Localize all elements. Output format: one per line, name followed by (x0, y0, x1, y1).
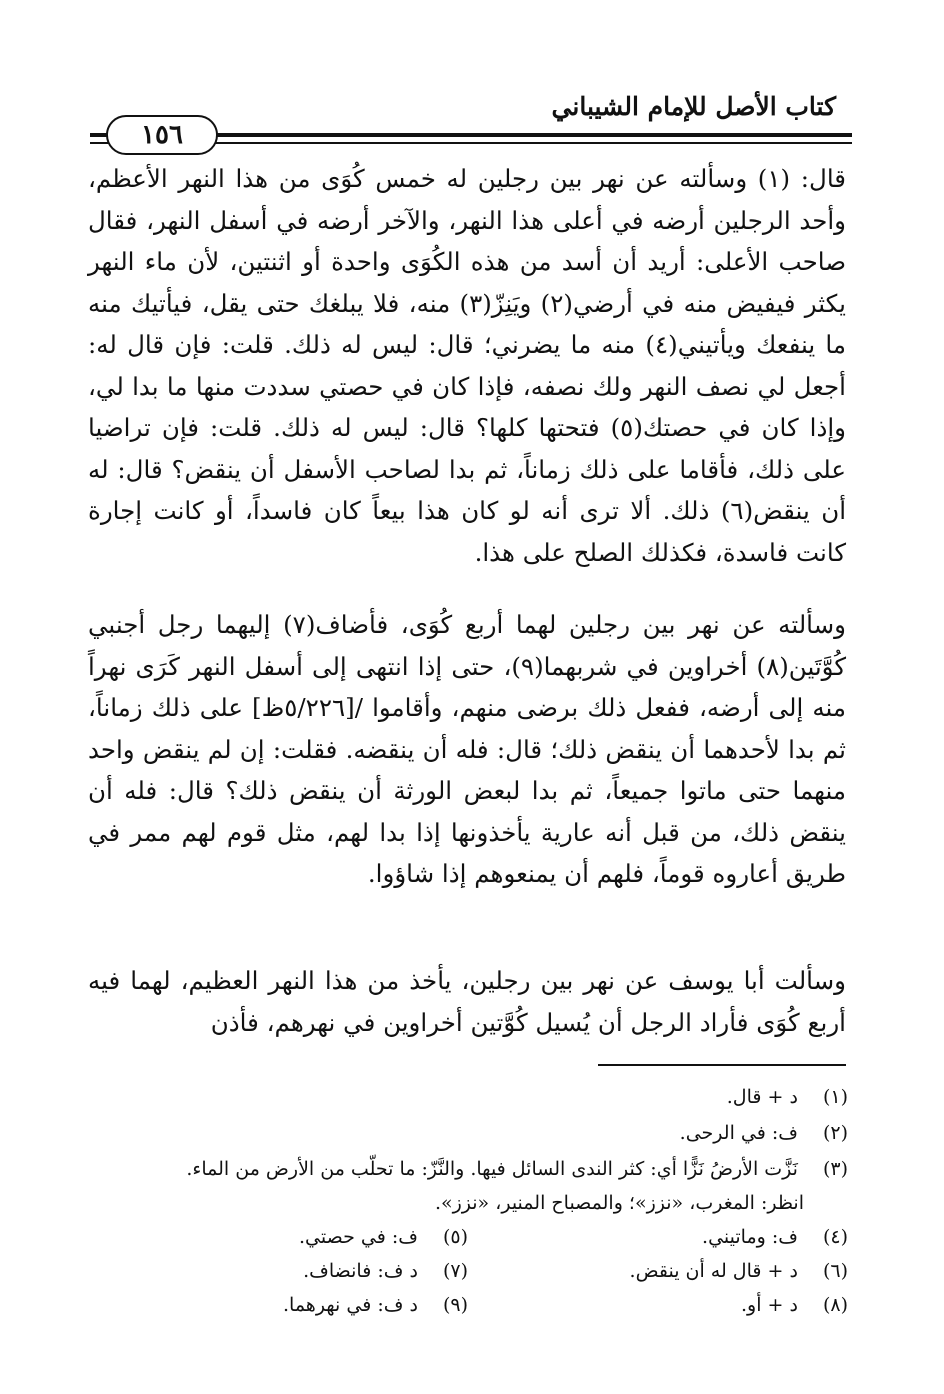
footnote-number: (٦) (822, 1260, 848, 1282)
footnote-text: د ف: في نهرهما. (282, 1294, 418, 1316)
footnote-number: (٤) (822, 1226, 848, 1248)
footnote-5 (299, 1224, 468, 1250)
footnote-7 (303, 1258, 468, 1284)
footnote-text: د + أو. (740, 1294, 798, 1316)
footnote-text: ف: في حصتي. (299, 1226, 418, 1248)
footnote-1 (727, 1084, 848, 1110)
footnote-9 (283, 1292, 468, 1318)
footnote-number: (٣) (822, 1158, 848, 1180)
running-header-title: كتاب الأصل للإمام الشيباني (551, 92, 836, 121)
footnote-number: (٨) (822, 1294, 848, 1316)
paragraph-text: وسألته عن نهر بين رجلين لهما أربع كُوَى، فأضاف(٧) إليهما رجل أجنبي كُوَّتَين(٨) أخراوين في شربهما(٩)، حتى إذا انتهى إلى أسفل النهر كَرَى نهراً منه إلى أرضه، ففعل ذلك برضى منهم، وأقاموا /[٥/٢٢٦ظ] على ذلك زماناً، ثم بدا لأحدهما أن ينقض ذلك؛ قال: فله أن ينقضه. فقلت: إن لم ينقض واحد منهما حتى ماتوا جميعاً، ثم بدا لبعض الورثة أن ينقض ذلك؟ قال: فله أن ينقض ذلك، من قبل أنه عارية يأخذونها إذا بدا لهم، مثل قوم لهم ممر في طريق أعاروه قوماً، فلهم أن يمنعوهم إذا شاؤوا. (88, 610, 847, 888)
footnote-4 (702, 1224, 848, 1250)
footnote-number: (٧) (442, 1260, 468, 1282)
footnote-text: ف: وماتيني. (702, 1226, 798, 1248)
page-number: ١٥٦ (106, 115, 218, 155)
paragraph-2 (88, 604, 846, 895)
footnote-number: (٢) (822, 1122, 848, 1144)
footnote-2 (680, 1120, 848, 1146)
footnote-text: ف: في الرحى. (679, 1122, 798, 1144)
footnote-text: د + قال. (726, 1086, 798, 1108)
footnote-text: د ف: فانضاف. (303, 1260, 418, 1282)
paragraph-text: وسألت أبا يوسف عن نهر بين رجلين، يأخذ من هذا النهر العظيم، لهما فيه أربع كُوَى فأراد الرجل أن يُسيل كُوَّتين أخراوين في نهرهم، فأذن (88, 966, 846, 1037)
footnote-number: (١) (822, 1086, 848, 1108)
footnote-separator (598, 1064, 846, 1066)
footnote-3 (186, 1156, 848, 1182)
footnote-8 (741, 1292, 848, 1318)
paragraph-1 (88, 158, 846, 573)
footnote-text: د + قال له أن ينقض. (629, 1260, 798, 1282)
footnote-3-continuation: انظر: المغرب، «نزز»؛ والمصباح المنير، «نزز». (434, 1192, 804, 1214)
paragraph-3 (88, 960, 846, 1043)
footnote-number: (٩) (442, 1294, 468, 1316)
footnote-text: نَزَّت الأرضُ نَزًّا أي: كثر الندى السائل فيها. والنَّزّ: ما تحلّب من الأرض من الماء. (186, 1158, 798, 1180)
footnote-number: (٥) (442, 1226, 468, 1248)
footnote-6 (630, 1258, 848, 1284)
paragraph-text: قال: (١) وسألته عن نهر بين رجلين له خمس كُوَى من هذا النهر الأعظم، وأحد الرجلين أرضه في أعلى هذا النهر، والآخر أرضه في أسفل النهر، فقال صاحب الأعلى: أريد أن أسد من هذه الكُوَى واحدة أو اثنتين، لأن ماء النهر يكثر فيفيض منه في أرضي(٢) ويَنِزّ(٣) منه، فلا يبلغك حتى يقل، فيأتيك منه ما ينفعك ويأتيني(٤) منه ما يضرني؛ قال: ليس له ذلك. قلت: فإن قال له: أجعل لي نصف النهر ولك نصفه، فإذا كان في حصتي سددت منها ما بدا لي، وإذا كان في حصتك(٥) فتحتها كلها؟ قال: ليس له ذلك. قلت: فإن تراضيا على ذلك، فأقاما على ذلك زماناً، ثم بدا لصاحب الأسفل أن ينقض؟ قال: له أن ينقض(٦) ذلك. ألا ترى أنه لو كان هذا بيعاً كان فاسداً، أو كانت إجارة كانت فاسدة، فكذلك الصلح على هذا. (88, 164, 847, 567)
